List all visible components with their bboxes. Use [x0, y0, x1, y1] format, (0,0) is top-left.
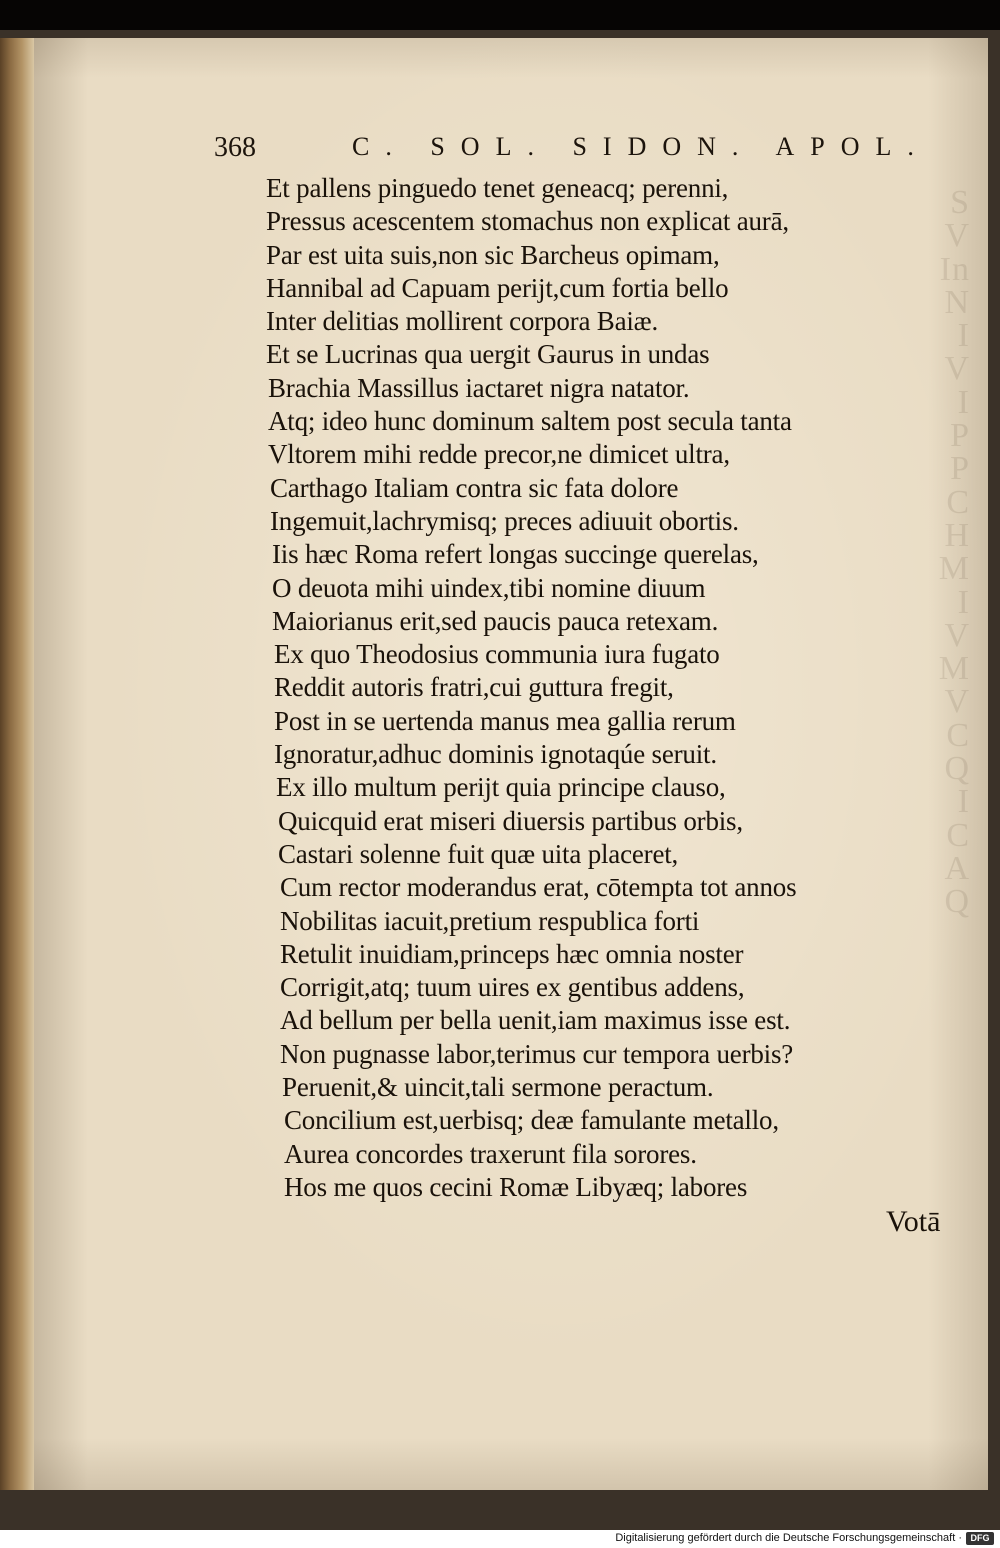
- verse-line: Corrigit,atq; tuum uires ex gentibus addens,: [280, 972, 745, 1003]
- verse-line: Vltorem mihi redde precor,ne dimicet ultra,: [268, 439, 730, 470]
- verse-line: Ignoratur,adhuc dominis ignotaqúe seruit.: [274, 739, 717, 770]
- verse-line: Quicquid erat miseri diuersis partibus orbis,: [278, 805, 743, 836]
- verse-line: Et pallens pinguedo tenet geneacq; perenni,: [266, 173, 729, 203]
- verse-line: Inter delitias mollirent corpora Baiæ.: [266, 306, 659, 337]
- verse-line: Reddit autoris fratri,cui guttura fregit,: [274, 672, 674, 703]
- verse-line: Carthago Italiam contra sic fata dolore: [270, 472, 679, 503]
- page-number: 368: [214, 132, 256, 163]
- running-head-title: C. SOL. SIDON. APOL.: [352, 132, 930, 161]
- verse-line: Hannibal ad Capuam perijt,cum fortia bello: [266, 272, 729, 303]
- verse-line: Post in se uertenda manus mea gallia rerum: [274, 705, 736, 736]
- verse-line: Hos me quos cecini Romæ Libyæq; labores: [284, 1171, 748, 1202]
- verse-line: Iis hæc Roma refert longas succinge querelas,: [272, 539, 759, 570]
- running-head: [214, 132, 930, 172]
- digitization-credit: Digitalisierung gefördert durch die Deutsche Forschungsgemeinschaft ·: [615, 1532, 962, 1544]
- verse-line: Ad bellum per bella uenit,iam maximus isse est.: [280, 1005, 791, 1036]
- verse-line: Castari solenne fuit quæ uita placeret,: [278, 838, 679, 869]
- verse-line: Nobilitas iacuit,pretium respublica forti: [280, 905, 700, 936]
- verse-line: Non pugnasse labor,terimus cur tempora uerbis?: [280, 1038, 794, 1069]
- verse-line: Aurea concordes traxerunt fila sorores.: [284, 1138, 697, 1169]
- verse-line: Ingemuit,lachrymisq; preces adiuuit obortis.: [270, 505, 739, 536]
- verse-line: Retulit inuidiam,princeps hæc omnia noster: [280, 938, 744, 969]
- verse-line: Cum rector moderandus erat, cōtempta tot annos: [280, 872, 797, 903]
- verse-line: Atq; ideo hunc dominum saltem post secula tanta: [268, 406, 792, 437]
- verse-line: Maiorianus erit,sed paucis pauca retexam.: [272, 605, 719, 636]
- show-through-text: S V In N I V I P P C H M I V M V C Q I C A Q: [938, 184, 970, 921]
- verse-line: Et se Lucrinas qua uergit Gaurus in undas: [266, 339, 710, 370]
- verse-line: Par est uita suis,non sic Barcheus opimam,: [266, 239, 720, 270]
- verse-line: Ex quo Theodosius communia iura fugato: [274, 639, 720, 670]
- verse-line: Concilium est,uerbisq; deæ famulante metallo,: [284, 1105, 779, 1136]
- verse-line: Ex illo multum perijt quia principe clauso,: [276, 772, 726, 803]
- verse-line: O deuota mihi uindex,tibi nomine diuum: [272, 572, 706, 603]
- verse-line: Peruenit,& uincit,tali sermone peractum.: [282, 1072, 714, 1103]
- verse-line: Pressus acescentem stomachus non explicat aurā,: [266, 206, 789, 237]
- dfg-logo: DFG: [966, 1532, 994, 1545]
- verse-line: Brachia Massillus iactaret nigra natator.: [268, 372, 690, 403]
- verse-block: [266, 172, 946, 1204]
- book-binding-edge: [0, 38, 34, 1490]
- catchword: Votā: [886, 1205, 941, 1238]
